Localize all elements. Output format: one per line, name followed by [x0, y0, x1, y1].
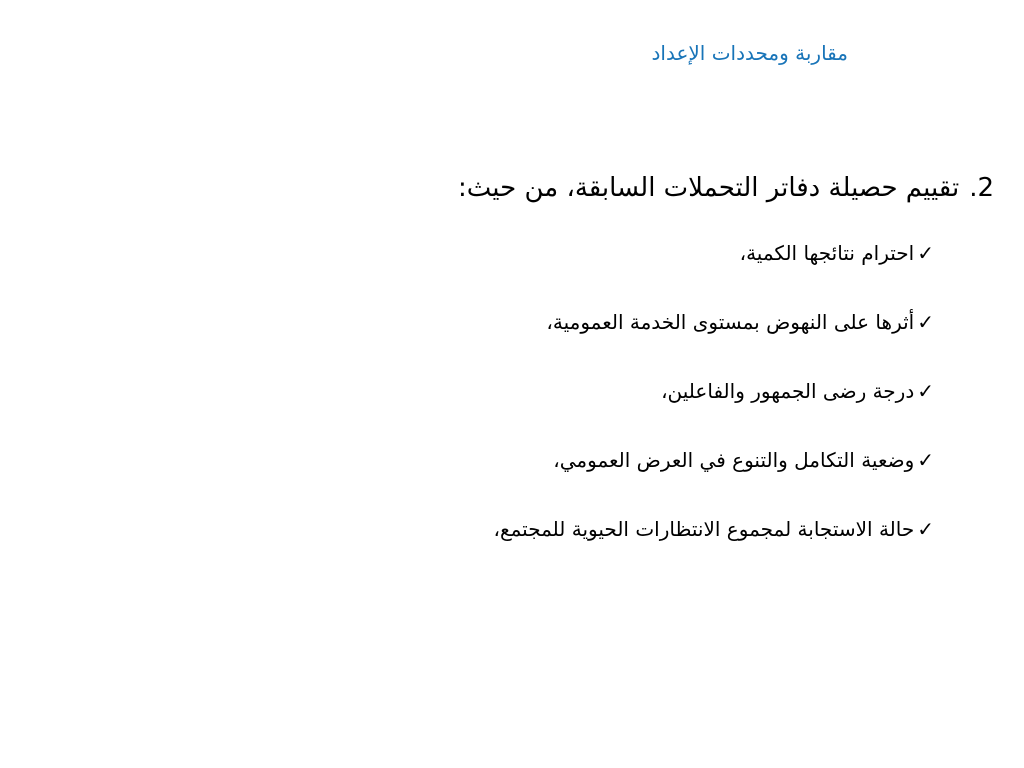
criteria-list — [494, 236, 934, 581]
checkmark-icon: ✓ — [917, 310, 934, 334]
criteria-item-label: احترام نتائجها الكمية، — [739, 241, 915, 265]
criteria-item-label: وضعية التكامل والتنوع في العرض العمومي، — [553, 448, 915, 472]
main-point-text: تقييم حصيلة دفاتر التحملات السابقة، من حيث: — [457, 173, 960, 203]
checkmark-icon: ✓ — [917, 241, 934, 265]
slide-title: مقاربة ومحددات الإعداد — [651, 41, 848, 65]
criteria-item-response — [494, 512, 934, 546]
checkmark-icon: ✓ — [917, 379, 934, 403]
criteria-item-label: درجة رضى الجمهور والفاعلين، — [661, 379, 915, 403]
criteria-item-respect — [494, 236, 934, 270]
criteria-item-satisfaction — [494, 374, 934, 408]
main-point-number: 2. — [969, 173, 994, 203]
criteria-item-integration — [494, 443, 934, 477]
criteria-item-label: حالة الاستجابة لمجموع الانتظارات الحيوية للمجتمع، — [493, 517, 915, 541]
criteria-item-label: أثرها على النهوض بمستوى الخدمة العمومية، — [546, 310, 915, 334]
main-point — [458, 168, 994, 208]
checkmark-icon: ✓ — [917, 448, 934, 472]
criteria-item-impact — [494, 305, 934, 339]
checkmark-icon: ✓ — [917, 517, 934, 541]
